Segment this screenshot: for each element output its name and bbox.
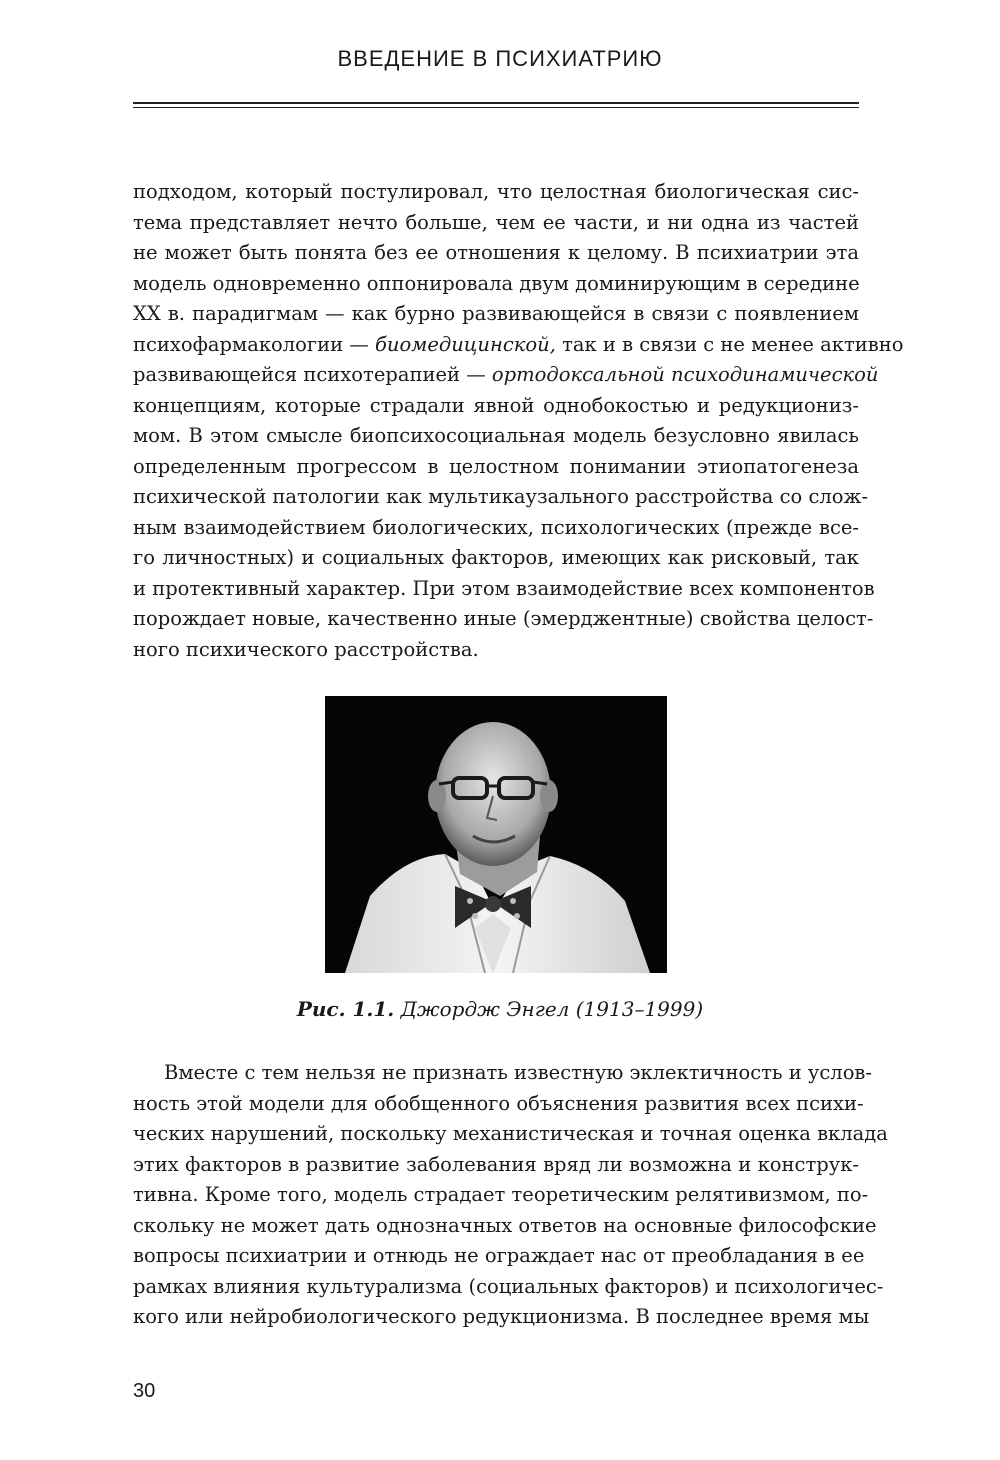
header-rule-thin (133, 107, 859, 108)
text-line: и протективный характер. При этом взаимодействие всех компонентов (133, 576, 875, 600)
text-line: тема представляет нечто больше, чем ее части, и ни одна из частей (133, 210, 859, 234)
text-line: XX в. парадигмам — как бурно развивающейся в связи с появлением (133, 302, 859, 325)
paragraph-1 (133, 177, 904, 665)
text-line: концепциям, которые страдали явной однобокостью и редукциониз- (133, 393, 859, 417)
text-run: так и в связи с не менее активно (555, 332, 904, 356)
portrait-illustration (325, 696, 667, 973)
text-run: развивающейся психотерапией — (133, 363, 492, 386)
text-line: ного психического расстройства. (133, 637, 479, 661)
text-line: определенным прогрессом в целостном понимании этиопатогенеза (133, 454, 859, 478)
figure-label: Рис. 1.1. (296, 997, 395, 1021)
text-run: психофармакологии — (133, 332, 375, 356)
text-line: мом. В этом смысле биопсихосоциальная модель безусловно явилась (133, 424, 859, 447)
text-line: скольку не может дать однозначных ответов на основные философские (133, 1213, 877, 1237)
text-line: модель одновременно оппонировала двум доминирующим в середине (133, 271, 860, 295)
text-line: подходом, который постулировал, что целостная биологическая сис- (133, 180, 859, 203)
running-header: ВВЕДЕНИЕ В ПСИХИАТРИЮ (337, 46, 663, 71)
figure-caption (0, 997, 1000, 1021)
page-number: 30 (133, 1380, 156, 1402)
text-line: го личностных) и социальных факторов, имеющих как рисковый, так (133, 546, 859, 569)
text-line: этих факторов в развитие заболевания вряд ли возможна и конструк- (133, 1152, 859, 1176)
header-rule-thick (133, 102, 859, 104)
figure-caption-text: Джордж Энгел (1913–1999) (394, 997, 704, 1021)
text-line: ческих нарушений, поскольку механистическая и точная оценка вклада (133, 1122, 888, 1145)
text-line: не может быть понята без ее отношения к целому. В психиатрии эта (133, 241, 859, 264)
text-line: ным взаимодействием биологических, психологических (прежде все- (133, 515, 859, 539)
text-line: тивна. Кроме того, модель страдает теоретическим релятивизмом, по- (133, 1183, 869, 1206)
portrait-photo (325, 696, 667, 973)
text-line (133, 360, 879, 391)
text-line: кого или нейробиологического редукционизма. В последнее время мы (133, 1305, 870, 1328)
italic-term: биомедицинской, (374, 332, 556, 356)
text-line (133, 330, 904, 361)
text-line: Вместе с тем нельзя не признать известную эклектичность и услов- (164, 1061, 872, 1084)
text-line: рамках влияния культурализма (социальных факторов) и психологичес- (133, 1274, 884, 1298)
text-line: психической патологии как мультикаузального расстройства со слож- (133, 485, 869, 508)
text-line: порождает новые, качественно иные (эмерджентные) свойства целост- (133, 607, 874, 630)
text-line: ность этой модели для обобщенного объяснения развития всех психи- (133, 1091, 864, 1115)
italic-term: ортодоксальной психодинамической (491, 363, 879, 386)
text-line: вопросы психиатрии и отнюдь не ограждает нас от преобладания в ее (133, 1244, 865, 1267)
paragraph-2 (133, 1058, 888, 1333)
